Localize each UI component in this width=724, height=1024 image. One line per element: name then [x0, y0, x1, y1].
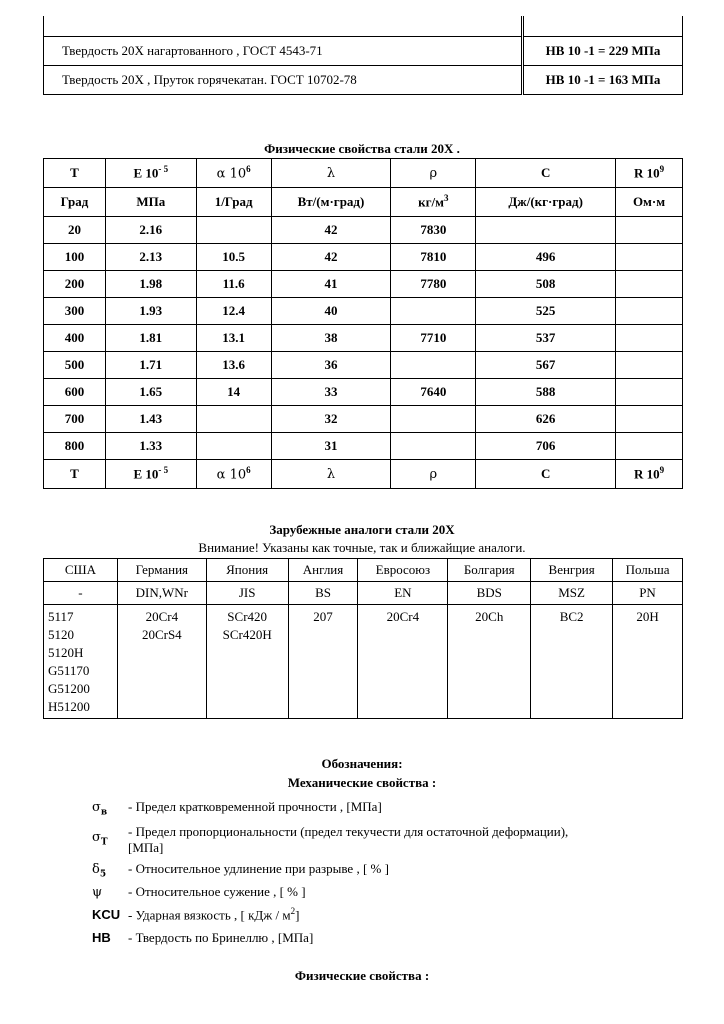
phys-row [44, 379, 683, 406]
grade-item: 20Cr4 [145, 609, 179, 624]
phys-cell: 626 [476, 406, 616, 433]
phys-cell: 1.71 [105, 352, 196, 379]
phys-cell: 496 [476, 244, 616, 271]
standard-cell: BDS [448, 582, 531, 605]
legend-item: $\delta_5$ - Относительное удлинение при разрыве , [ % ] [92, 861, 389, 880]
phys-cell: 13.6 [196, 352, 271, 379]
phys-cell: 1.93 [105, 298, 196, 325]
foot-R: R $10^9$ [616, 460, 683, 489]
phys-cell: 32 [271, 406, 391, 433]
grade-item: 20H [636, 609, 659, 624]
grades-cell [613, 605, 683, 719]
phys-cell [616, 352, 683, 379]
phys-row [44, 271, 683, 298]
phys-cell: 20 [44, 217, 106, 244]
phys-cell: 38 [271, 325, 391, 352]
phys-cell: 567 [476, 352, 616, 379]
phys-cell [196, 217, 271, 244]
phys-cell [196, 433, 271, 460]
standard-cell: JIS [206, 582, 288, 605]
phys-cell [391, 406, 476, 433]
phys-cell: 1.81 [105, 325, 196, 352]
head-T: T [44, 159, 106, 188]
head-E: E $10^{- 5}$ [105, 159, 196, 188]
phys-row [44, 298, 683, 325]
phys-cell [616, 244, 683, 271]
hb-symbol: HB [92, 930, 111, 945]
phys-row [44, 244, 683, 271]
mech-title: Механические свойства : [287, 775, 437, 790]
standard-cell: MSZ [531, 582, 613, 605]
phys-cell: 300 [44, 298, 106, 325]
grade-item: SCr420 [227, 609, 268, 624]
phys-footer-row [44, 460, 683, 489]
head-lambda: λ [271, 159, 391, 188]
phys-cell: 1.43 [105, 406, 196, 433]
phys-row [44, 325, 683, 352]
standards-row [44, 582, 683, 605]
phys-cell: 7780 [391, 271, 476, 298]
head-C: C [476, 159, 616, 188]
phys-cell [616, 406, 683, 433]
phys-cell: 1.98 [105, 271, 196, 298]
phys-units-row [44, 188, 683, 217]
legend-item: HB - Твердость по Бринеллю , [МПа] [92, 930, 314, 945]
country-cell: Англия [288, 559, 358, 582]
country-cell: Германия [117, 559, 206, 582]
legend-item: ψ - Относительное сужение , [ % ] [92, 884, 306, 900]
standard-cell: EN [358, 582, 448, 605]
country-cell: США [44, 559, 118, 582]
phys-table [43, 158, 683, 489]
grades-cell [206, 605, 288, 719]
grades-row [44, 605, 683, 719]
head-R: R $10^9$ [616, 159, 683, 188]
psi-symbol: ψ [92, 885, 103, 900]
grades-cell [44, 605, 118, 719]
sigma-b-symbol: $\sigma_в$ [92, 800, 108, 818]
phys-title: Физические свойства стали 20Х . [264, 141, 460, 156]
unit-cell: Град [44, 188, 106, 217]
grade-item: 207 [313, 609, 333, 624]
hardness-table [43, 16, 683, 95]
phys-cell: 600 [44, 379, 106, 406]
unit-cell: Дж/(кг·град) [476, 188, 616, 217]
phys-cell: 1.33 [105, 433, 196, 460]
phys-cell: 508 [476, 271, 616, 298]
phys-row [44, 406, 683, 433]
grades-cell [117, 605, 206, 719]
delta-symbol: $\delta_5$ [92, 862, 107, 880]
grade-item: 20Ch [475, 609, 504, 624]
hardness-value: HB 10 -1 = 229 МПа [523, 37, 683, 66]
phys-cell: 31 [271, 433, 391, 460]
legend-item: $\sigma_в$ - Предел кратковременной прочности , [МПа] [92, 799, 382, 818]
unit-cell: $кг/м^3$ [391, 188, 476, 217]
grades-cell [358, 605, 448, 719]
phys-cell: 13.1 [196, 325, 271, 352]
hardness-label: Твердость 20Х , Пруток горячекатан. ГОСТ 10702-78 [44, 66, 523, 95]
country-cell: Польша [613, 559, 683, 582]
phys-cell: 537 [476, 325, 616, 352]
analogs-table [43, 558, 683, 719]
phys-cell: 525 [476, 298, 616, 325]
phys-cell: 40 [271, 298, 391, 325]
phys-cell: 588 [476, 379, 616, 406]
analogs-title: Зарубежные аналоги стали 20Х [269, 522, 455, 537]
phys-cell [616, 379, 683, 406]
phys-cell: 11.6 [196, 271, 271, 298]
grade-item: 5117 [48, 609, 74, 624]
unit-cell: МПа [105, 188, 196, 217]
phys-cell: 2.16 [105, 217, 196, 244]
sigma-t-symbol: $\sigma_T$ [92, 830, 108, 848]
country-cell: Венгрия [531, 559, 613, 582]
legend-title: Обозначения: [321, 756, 403, 771]
phys-cell [196, 406, 271, 433]
phys-legend-title: Физические свойства : [294, 968, 430, 983]
standard-cell: - [44, 582, 118, 605]
cut-row [44, 16, 523, 37]
phys-cell: 700 [44, 406, 106, 433]
kcu-symbol: KCU [92, 907, 121, 923]
unit-cell: Вт/(м·град) [271, 188, 391, 217]
phys-cell [391, 433, 476, 460]
grades-cell [531, 605, 613, 719]
head-alpha: α $10^6$ [196, 159, 271, 188]
phys-cell [391, 352, 476, 379]
phys-cell: 1.65 [105, 379, 196, 406]
phys-row [44, 217, 683, 244]
standard-cell: PN [613, 582, 683, 605]
phys-cell [616, 433, 683, 460]
country-cell: Евросоюз [358, 559, 448, 582]
grade-item: G51170 [48, 663, 90, 678]
phys-cell [391, 298, 476, 325]
phys-cell: 200 [44, 271, 106, 298]
phys-cell: 42 [271, 244, 391, 271]
analogs-note: Внимание! Указаны как точные, так и ближайщие аналоги. [198, 540, 526, 555]
grade-item: BC2 [559, 609, 584, 624]
foot-T: T [44, 460, 106, 489]
foot-alpha: α $10^6$ [196, 460, 271, 489]
grades-cell [288, 605, 358, 719]
grades-cell [448, 605, 531, 719]
phys-cell: 33 [271, 379, 391, 406]
phys-row [44, 352, 683, 379]
phys-cell: 500 [44, 352, 106, 379]
phys-cell: 706 [476, 433, 616, 460]
phys-cell: 36 [271, 352, 391, 379]
phys-cell: 800 [44, 433, 106, 460]
hardness-row [44, 37, 683, 66]
grade-item: H51200 [48, 699, 90, 714]
grade-item: 20CrS4 [141, 627, 182, 642]
foot-rho: ρ [391, 460, 476, 489]
phys-cell [616, 217, 683, 244]
foot-lambda: λ [271, 460, 391, 489]
phys-cell: 14 [196, 379, 271, 406]
phys-cell: 100 [44, 244, 106, 271]
phys-cell [616, 298, 683, 325]
hardness-row [44, 66, 683, 95]
phys-cell [476, 217, 616, 244]
hardness-label: Твердость 20Х нагартованного , ГОСТ 4543-71 [44, 37, 523, 66]
phys-cell: 7810 [391, 244, 476, 271]
unit-cell: Ом·м [616, 188, 683, 217]
countries-row [44, 559, 683, 582]
head-rho: ρ [391, 159, 476, 188]
grade-item: SCr420H [222, 627, 272, 642]
foot-C: C [476, 460, 616, 489]
legend-item: KCU - Ударная вязкость , [ кДж / $м^2$] [92, 906, 300, 923]
phys-cell: 42 [271, 217, 391, 244]
phys-cell: 12.4 [196, 298, 271, 325]
phys-cell: 41 [271, 271, 391, 298]
grade-item: G51200 [48, 681, 90, 696]
phys-cell: 400 [44, 325, 106, 352]
hardness-value: HB 10 -1 = 163 МПа [523, 66, 683, 95]
grade-item: 5120 [48, 627, 74, 642]
foot-E: E $10^{- 5}$ [105, 460, 196, 489]
phys-cell: 2.13 [105, 244, 196, 271]
grade-item: 5120H [48, 645, 84, 660]
standard-cell: DIN,WNr [117, 582, 206, 605]
phys-cell: 7640 [391, 379, 476, 406]
phys-cell: 7710 [391, 325, 476, 352]
country-cell: Болгария [448, 559, 531, 582]
phys-cell: 10.5 [196, 244, 271, 271]
phys-cell: 7830 [391, 217, 476, 244]
phys-cell [616, 271, 683, 298]
grade-item: 20Cr4 [386, 609, 420, 624]
phys-row [44, 433, 683, 460]
legend-item: $\sigma_T-$ Предел пропорциональности (предел текучести для остаточной деформации), [МПа] [92, 824, 569, 855]
standard-cell: BS [288, 582, 358, 605]
phys-header-row [44, 159, 683, 188]
unit-cell: 1/Град [196, 188, 271, 217]
phys-cell [616, 325, 683, 352]
country-cell: Япония [206, 559, 288, 582]
